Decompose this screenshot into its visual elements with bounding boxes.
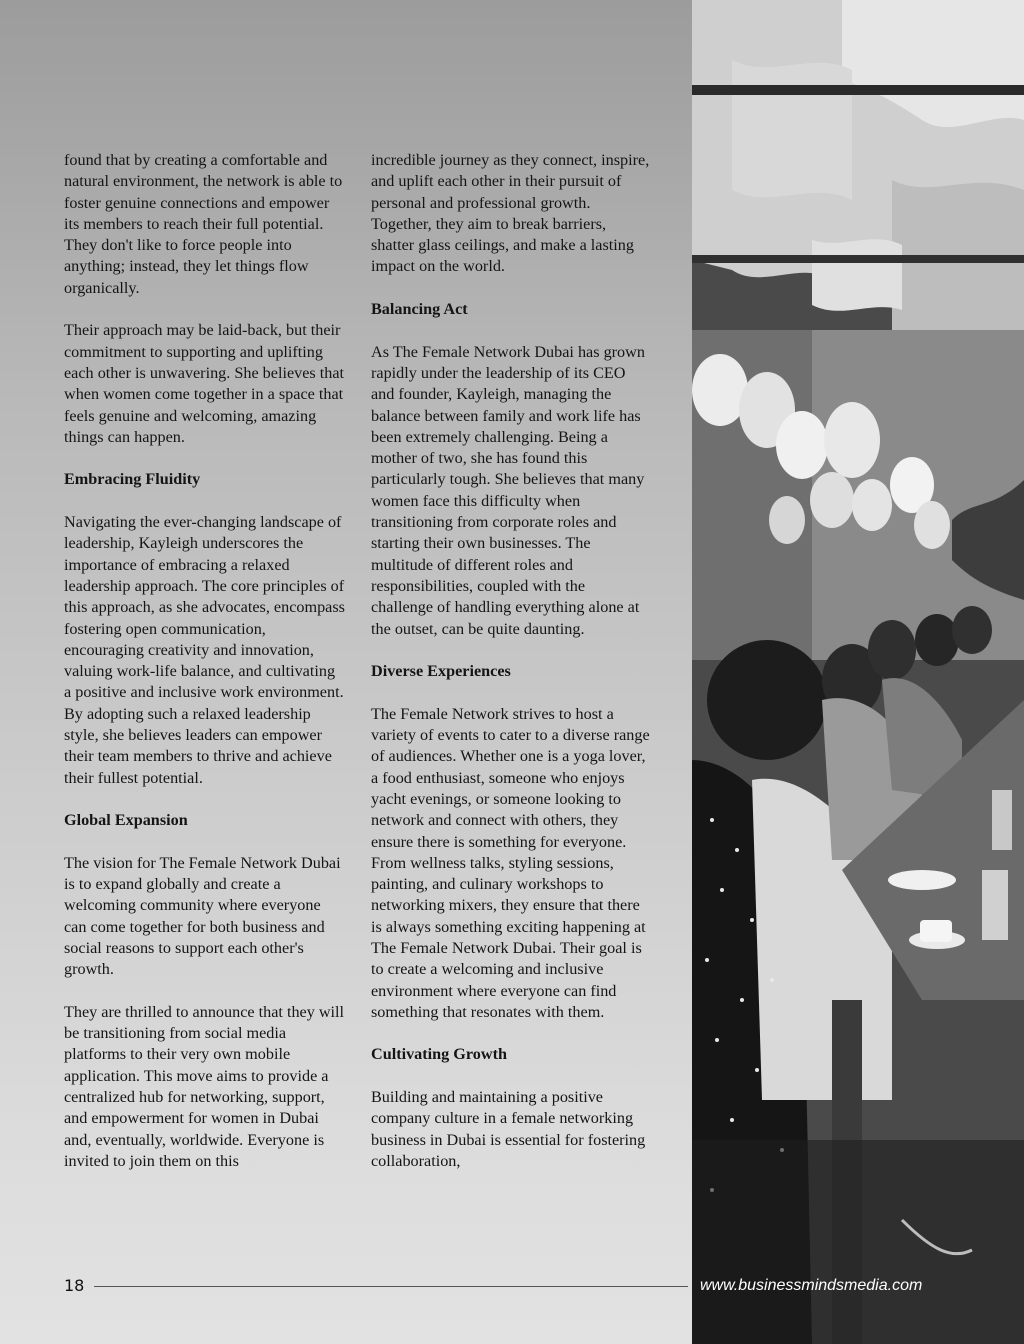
event-photo [692, 0, 1024, 1344]
middle-paragraph-4: Building and maintaining a positive company culture in a female networking business in Dubai is essential for fostering collaboration, [371, 1088, 646, 1170]
middle-paragraph-1: incredible journey as they connect, inspire, and uplift each other in their pursuit of personal and professional growth. Together, they aim to break barriers, shatter glass ceilings, and make a lasting impact on the world. [371, 151, 650, 276]
left-text-column [64, 150, 346, 1194]
middle-text-column [371, 150, 651, 1194]
event-photo-illustration [692, 0, 1024, 1344]
left-paragraph-4: The vision for The Female Network Dubai is to expand globally and create a welcoming community where everyone can come together for both business and social reasons to support each other's growth. [64, 853, 341, 979]
left-paragraph-5: They are thrilled to announce that they will be transitioning from social media platforms to their very own mobile application. This move aims to provide a centralized hub for networking, support, and empowerment for women in Dubai and, eventually, worldwide. Everyone is invited to join them on this [64, 1002, 345, 1170]
heading-embracing-fluidity: Embracing Fluidity [64, 470, 201, 489]
footer-rule [94, 1286, 688, 1287]
page-number: 18 [64, 1276, 85, 1295]
middle-paragraph-2: As The Female Network Dubai has grown rapidly under the leadership of its CEO and founder, Kayleigh, managing the balance between family and work life has been extremely challenging. Being a mother of two, she has found this particularly tough. She believes that many women face this difficulty when transitioning from corporate roles and starting their own businesses. The multitude of different roles and responsibilities, coupled with the challenge of handling everything alone at the outset, can be quite daunting. [371, 342, 645, 638]
heading-global-expansion: Global Expansion [64, 811, 188, 830]
heading-cultivating-growth: Cultivating Growth [371, 1045, 507, 1064]
footer-website-link[interactable]: www.businessmindsmedia.com [700, 1277, 923, 1294]
left-paragraph-1: found that by creating a comfortable and natural environment, the network is able to foster genuine connections and empower its members to reach their full potential. They don't like to force people into anything; instead, they let things flow organically. [64, 151, 343, 297]
left-paragraph-2: Their approach may be laid-back, but their commitment to supporting and uplifting each other is unwavering. She believes that when women come together in a space that feels genuine and welcoming, amazing things can happen. [64, 321, 345, 446]
heading-balancing-act: Balancing Act [371, 300, 468, 319]
heading-diverse-experiences: Diverse Experiences [371, 662, 511, 681]
left-paragraph-3: Navigating the ever-changing landscape of leadership, Kayleigh underscores the importance of embracing a relaxed leadership approach. The core principles of this approach, as she advocates, encompass fostering open communication, encouraging creativity and innovation, valuing work-life balance, and cultivating a positive and inclusive work environment. By adopting such a relaxed leadership style, she believes leaders can empower their team members to thrive and achieve their fullest potential. [64, 513, 345, 787]
middle-paragraph-3: The Female Network strives to host a variety of events to cater to a diverse range of audiences. Whether one is a yoga lover, a food enthusiast, someone who enjoys yacht evenings, or someone looking to network and connect with others, they ensure there is something for everyone. From wellness talks, styling sessions, painting, and culinary workshops to networking mixers, they ensure that there is always something exciting happening at The Female Network Dubai. Their goal is to create a welcoming and inclusive environment where everyone can find something that resonates with them. [371, 704, 650, 1021]
